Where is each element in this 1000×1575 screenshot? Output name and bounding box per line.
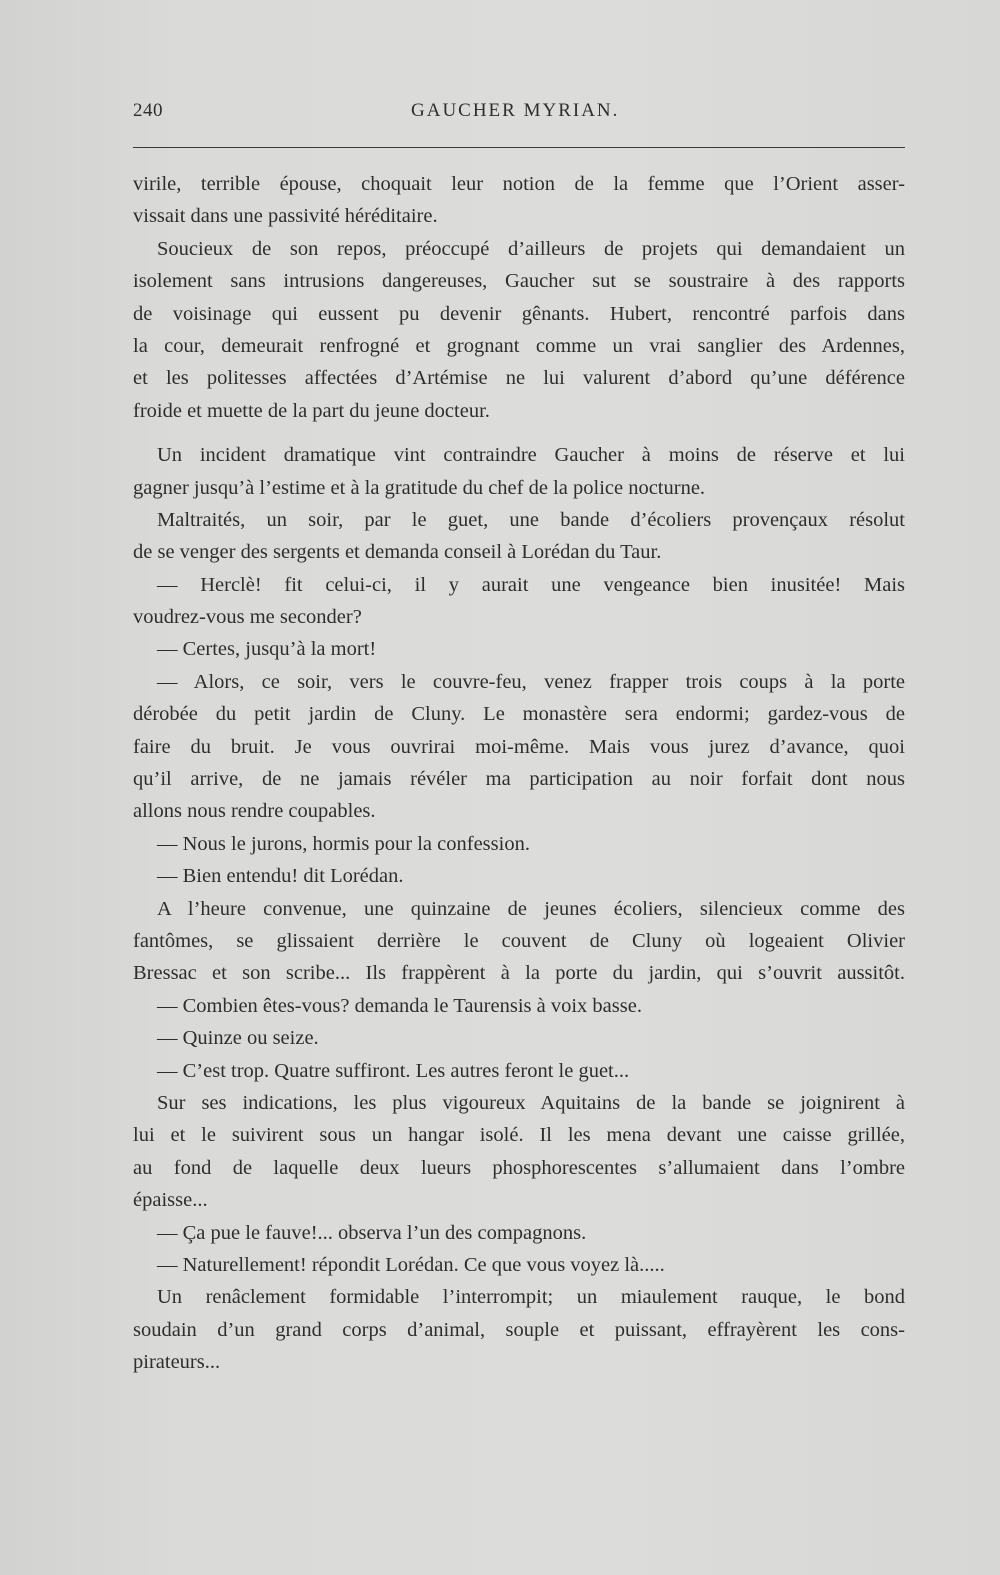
text-line: vissait dans une passivité héréditaire. — [133, 205, 438, 228]
text-line: et les politesses affectées d’Artémise ne lui valurent d’abord qu’une déférence — [133, 367, 905, 390]
text-line: soudain d’un grand corps d’animal, souple et puissant, effrayèrent les cons- — [133, 1318, 905, 1341]
text-line: dérobée du petit jardin de Cluny. Le monastère sera endormi; gardez-vous de — [133, 703, 905, 726]
text-line: isolement sans intrusions dangereuses, Gaucher sut se soustraire à des rapports — [133, 270, 905, 293]
text-line: faire du bruit. Je vous ouvrirai moi-même. Mais vous jurez d’avance, quoi — [133, 735, 905, 758]
page-header — [133, 100, 905, 126]
text-line: Un renâclement formidable l’interrompit; un miaulement rauque, le bond — [157, 1286, 905, 1309]
text-line: A l’heure convenue, une quinzaine de jeunes écoliers, silencieux comme des — [157, 897, 905, 920]
text-line: — Certes, jusqu’à la mort! — [157, 638, 377, 661]
page-number: 240 — [133, 100, 163, 121]
text-line: gagner jusqu’à l’estime et à la gratitude du chef de la police nocturne. — [133, 476, 706, 499]
text-line: de se venger des sergents et demanda conseil à Lorédan du Taur. — [133, 541, 662, 564]
text-line: — Nous le jurons, hormis pour la confession. — [157, 832, 530, 855]
text-line: — Quinze ou seize. — [157, 1027, 319, 1050]
text-line: la cour, demeurait renfrogné et grognant comme un vrai sanglier des Ardennes, — [133, 334, 905, 357]
text-line: — Alors, ce soir, vers le couvre-feu, venez frapper trois coups à la porte — [157, 670, 905, 693]
body-text — [133, 168, 905, 1378]
text-line: — Combien êtes-vous? demanda le Taurensis à voix basse. — [157, 994, 642, 1017]
text-line: — Bien entendu! dit Lorédan. — [157, 865, 404, 888]
text-line: au fond de laquelle deux lueurs phosphorescentes s’allumaient dans l’ombre — [133, 1156, 905, 1179]
text-line: — C’est trop. Quatre suffiront. Les autres feront le guet... — [157, 1059, 630, 1082]
text-line: Un incident dramatique vint contraindre Gaucher à moins de réserve et lui — [157, 444, 905, 467]
text-line: qu’il arrive, de ne jamais révéler ma participation au noir forfait dont nous — [133, 768, 905, 791]
header-rule — [133, 147, 905, 148]
text-line: — Ça pue le fauve!... observa l’un des compagnons. — [157, 1221, 587, 1244]
text-line: Bressac et son scribe... Ils frappèrent à la porte du jardin, qui s’ouvrit aussitôt. — [133, 962, 905, 985]
text-line: — Naturellement! répondit Lorédan. Ce que vous voyez là..... — [157, 1253, 665, 1276]
text-line: Soucieux de son repos, préoccupé d’ailleurs de projets qui demandaient un — [157, 237, 905, 260]
text-line: — Herclè! fit celui-ci, il y aurait une vengeance bien inusitée! Mais — [157, 573, 905, 596]
text-line: virile, terrible épouse, choquait leur notion de la femme que l’Orient asser- — [133, 173, 905, 195]
text-line: allons nous rendre coupables. — [133, 800, 376, 823]
text-line: de voisinage qui eussent pu devenir gênants. Hubert, rencontré parfois dans — [133, 302, 905, 325]
text-line: voudrez-vous me seconder? — [133, 606, 362, 629]
text-line: Sur ses indications, les plus vigoureux Aquitains de la bande se joignirent à — [157, 1091, 905, 1114]
running-head-title: GAUCHER MYRIAN. — [411, 100, 620, 121]
text-line: épaisse... — [133, 1189, 208, 1212]
text-line: froide et muette de la part du jeune docteur. — [133, 399, 490, 422]
text-line: pirateurs... — [133, 1351, 221, 1374]
text-line: lui et le suivirent sous un hangar isolé. Il les mena devant une caisse grillée, — [133, 1124, 905, 1147]
text-line: fantômes, se glissaient derrière le couvent de Cluny où logeaient Olivier — [133, 929, 905, 952]
text-line: Maltraités, un soir, par le guet, une bande d’écoliers provençaux résolut — [157, 508, 905, 531]
